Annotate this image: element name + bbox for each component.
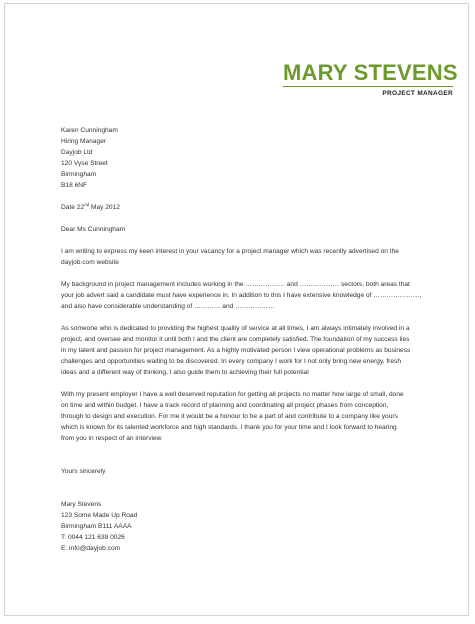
paragraph-employer	[61, 389, 435, 444]
paragraph-line: With my present employer I have a well deserved reputation for getting all projects no matter how large of small, done	[61, 391, 404, 398]
recipient-line: B18 6NF	[61, 182, 88, 189]
letter-date	[61, 202, 435, 213]
paragraph-line: I am writing to express my keen interest in your vacancy for a project manager which was recently advertised on the	[61, 248, 399, 255]
paragraph-line: and also have considerable understanding of ………… and ………………	[61, 303, 275, 310]
sender-name-heading: MARY STEVENS	[283, 60, 458, 85]
paragraph-line: My background in project management includes working in the ……………… and ……………… sectors, both areas that	[61, 281, 410, 288]
paragraph-intro	[61, 246, 435, 268]
recipient-line: Hiring Manager	[61, 138, 107, 145]
letterhead	[283, 60, 458, 97]
closing: Yours sincerely	[61, 468, 106, 475]
signature-block	[61, 499, 435, 554]
paragraph-line: from you in respect of an interview	[61, 435, 162, 442]
paragraph-line: on time and within budget. I have a track record of planning and coordinating all project phases from conception,	[61, 402, 389, 409]
paragraph-line: challenges and opportunities waiting to be discovered. In every company I work for I not only bring new energy, fresh	[61, 358, 402, 365]
paragraph-line: dayjob.com website	[61, 259, 119, 266]
salutation: Dear Ms Cunningham	[61, 226, 126, 233]
recipient-address	[61, 125, 435, 191]
recipient-line: Dayjob Ltd	[61, 149, 93, 156]
signature-line: Birmingham B111 AAAA	[61, 523, 132, 530]
date-prefix: Date 22	[61, 204, 85, 211]
paragraph-line: through to design and execution. For me it would be a honour to be a part of and contribute to a company like yours	[61, 413, 398, 420]
recipient-line: Birmingham	[61, 171, 97, 178]
paragraph-line: As someone who is dedicated to providing the highest quality of service at all times, I am always intimately involved in a	[61, 325, 410, 332]
signature-line: 123 Some Made Up Road	[61, 512, 138, 519]
letter-body	[61, 125, 435, 554]
letter-page	[4, 3, 469, 616]
sender-job-title: PROJECT MANAGER	[382, 90, 453, 97]
paragraph-line: ideas and a different way of thinking, I also guide them to achieving their full potential	[61, 369, 309, 376]
date-suffix: May 2012	[89, 204, 120, 211]
paragraph-line: project, and oversee and monitor it until both I and the client are completely satisfied. The foundation of my success lies	[61, 336, 410, 343]
signature-line: T: 0044 121 638 0026	[61, 534, 125, 541]
paragraph-line: your job advert said a candidate must have experience in. In addition to this I have extensive knowledge of …………………,	[61, 292, 422, 299]
paragraph-line: which is known for its talented workforce and high standards. I thank you for your time and I look forward to hearing	[61, 424, 397, 431]
recipient-line: 120 Vyse Street	[61, 160, 108, 167]
paragraph-dedication	[61, 323, 435, 378]
recipient-line: Karen Cunningham	[61, 127, 118, 134]
signature-line: Mary Stevens	[61, 501, 102, 508]
header-divider	[283, 86, 453, 87]
paragraph-background	[61, 279, 435, 312]
date-ordinal: nd	[84, 201, 90, 207]
paragraph-line: in my talent and passion for project management. As a highly motivated person I view operational problems as business	[61, 347, 411, 354]
signature-line: E: info@dayjob.com	[61, 545, 121, 552]
